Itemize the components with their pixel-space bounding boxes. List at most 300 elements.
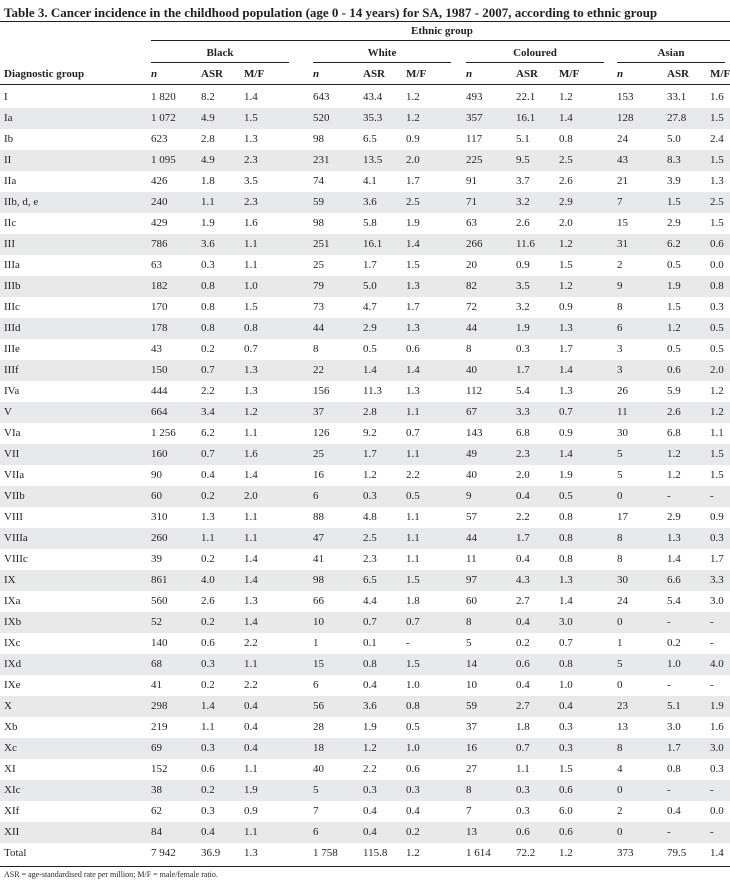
table-cell: 117 bbox=[466, 133, 483, 145]
table-cell: 1.5 bbox=[406, 658, 420, 670]
table-cell: 1.1 bbox=[244, 511, 258, 523]
table-cell: 1.7 bbox=[516, 532, 530, 544]
table-cell: 310 bbox=[151, 511, 168, 523]
table-cell: 1.1 bbox=[244, 763, 258, 775]
table-cell: 1.6 bbox=[244, 217, 258, 229]
table-cell: 0.6 bbox=[559, 826, 573, 838]
table-cell: 8.2 bbox=[201, 91, 215, 103]
table-cell: 1.4 bbox=[244, 616, 258, 628]
column-header: ASR bbox=[363, 68, 386, 80]
table-cell: 1.4 bbox=[559, 448, 573, 460]
table-cell: 1.5 bbox=[710, 469, 724, 481]
table-cell: 0.9 bbox=[244, 805, 258, 817]
table-cell: - bbox=[710, 616, 714, 628]
table-cell: 5.9 bbox=[667, 385, 681, 397]
table-cell: 79 bbox=[313, 280, 324, 292]
table-cell: 1.4 bbox=[559, 112, 573, 124]
table-cell: 3.5 bbox=[244, 175, 258, 187]
table-cell: 1.0 bbox=[406, 679, 420, 691]
table-cell: 1.2 bbox=[559, 280, 573, 292]
table-cell: 1.2 bbox=[363, 469, 377, 481]
table-cell: 1.1 bbox=[406, 406, 420, 418]
table-cell: 84 bbox=[151, 826, 162, 838]
table-cell: 0.6 bbox=[516, 658, 530, 670]
table-cell: 0.4 bbox=[201, 826, 215, 838]
table-cell: 0.7 bbox=[406, 427, 420, 439]
table-cell: 43.4 bbox=[363, 91, 383, 103]
table-cell: 0.6 bbox=[667, 364, 681, 376]
table-cell: 0.6 bbox=[559, 784, 573, 796]
table-cell: 41 bbox=[151, 679, 162, 691]
table-cell: 1.2 bbox=[406, 112, 420, 124]
table-cell: 4.8 bbox=[363, 511, 377, 523]
table-cell: 90 bbox=[151, 469, 162, 481]
table-cell: 11.3 bbox=[363, 385, 382, 397]
table-cell: 0.8 bbox=[201, 301, 215, 313]
table-cell: 3.6 bbox=[363, 700, 377, 712]
table-cell: 3.4 bbox=[201, 406, 215, 418]
table-cell: 3.0 bbox=[710, 595, 724, 607]
table-cell: 0.7 bbox=[406, 616, 420, 628]
table-cell: 1.5 bbox=[667, 196, 681, 208]
table-cell: 0.9 bbox=[559, 301, 573, 313]
table-cell: 0.7 bbox=[201, 448, 215, 460]
table-cell: 0.8 bbox=[201, 280, 215, 292]
table-cell: 160 bbox=[151, 448, 168, 460]
table-cell: 3.6 bbox=[363, 196, 377, 208]
table-cell: 0.8 bbox=[710, 280, 724, 292]
table-cell: 15 bbox=[617, 217, 628, 229]
table-cell: 3.7 bbox=[516, 175, 530, 187]
diagnostic-group-label: IIIf bbox=[4, 364, 19, 376]
table-title: Table 3. Cancer incidence in the childhood population (age 0 - 14 years) for SA, 1987 - 2007, according to ethnic group bbox=[4, 5, 658, 20]
table-cell: 0.4 bbox=[516, 490, 530, 502]
table-cell: 24 bbox=[617, 133, 628, 145]
table-cell: 13.5 bbox=[363, 154, 383, 166]
table-cell: 0.5 bbox=[406, 490, 420, 502]
diagnostic-group-label: VIIIc bbox=[4, 553, 28, 565]
group-rule bbox=[466, 62, 604, 63]
table-cell: - bbox=[667, 490, 671, 502]
table-cell: 1.6 bbox=[244, 448, 258, 460]
diagnostic-group-label: IIb, d, e bbox=[4, 196, 39, 208]
table-cell: 0.2 bbox=[201, 679, 215, 691]
column-header: n bbox=[617, 68, 624, 80]
table-cell: 1 bbox=[617, 637, 623, 649]
table-cell: 98 bbox=[313, 217, 324, 229]
table-cell: 225 bbox=[466, 154, 483, 166]
diagnostic-group-label: X bbox=[4, 700, 12, 712]
table-cell: 40 bbox=[466, 364, 477, 376]
table-cell: 0.5 bbox=[363, 343, 377, 355]
table-cell: 0 bbox=[617, 784, 623, 796]
table-cell: 1.4 bbox=[244, 469, 258, 481]
table-cell: 3.2 bbox=[516, 196, 530, 208]
table-cell: 3 bbox=[617, 364, 623, 376]
table-cell: 3.0 bbox=[559, 616, 573, 628]
table-cell: 0.9 bbox=[406, 133, 420, 145]
table-cell: 98 bbox=[313, 574, 324, 586]
diagnostic-group-label: Xc bbox=[4, 742, 17, 754]
table-cell: 5.4 bbox=[667, 595, 681, 607]
table-cell: - bbox=[710, 637, 714, 649]
table-cell: 1.1 bbox=[406, 448, 420, 460]
table-cell: 36.9 bbox=[201, 847, 221, 859]
table-cell: 1.4 bbox=[244, 574, 258, 586]
table-cell: 2.0 bbox=[516, 469, 530, 481]
table-cell: 1.0 bbox=[559, 679, 573, 691]
table-cell: 1.2 bbox=[667, 322, 681, 334]
table-cell: 5.4 bbox=[516, 385, 530, 397]
table-cell: 2.2 bbox=[201, 385, 215, 397]
table-cell: 2.5 bbox=[406, 196, 420, 208]
table-cell: 1.7 bbox=[363, 259, 377, 271]
table-cell: 3.6 bbox=[201, 238, 215, 250]
table-cell: 0.2 bbox=[667, 637, 681, 649]
table-cell: 1.0 bbox=[406, 742, 420, 754]
table-cell: 643 bbox=[313, 91, 330, 103]
table-cell: 156 bbox=[313, 385, 330, 397]
table-cell: 6.6 bbox=[667, 574, 681, 586]
table-cell: 2.0 bbox=[710, 364, 724, 376]
table-cell: 15 bbox=[313, 658, 324, 670]
table-cell: 44 bbox=[466, 322, 477, 334]
table-cell: - bbox=[667, 679, 671, 691]
table-cell: 1 095 bbox=[151, 154, 176, 166]
table-cell: 298 bbox=[151, 700, 168, 712]
diagnostic-group-label: IIIb bbox=[4, 280, 21, 292]
diagnostic-group-label: IX bbox=[4, 574, 16, 586]
table-cell: 0.7 bbox=[244, 343, 258, 355]
table-cell: 11 bbox=[617, 406, 628, 418]
diagnostic-group-label: VIII bbox=[4, 511, 23, 523]
table-cell: 126 bbox=[313, 427, 330, 439]
diagnostic-group-label: IXa bbox=[4, 595, 21, 607]
diagnostic-group-label: IIIa bbox=[4, 259, 20, 271]
table-cell: 2.5 bbox=[710, 196, 724, 208]
table-cell: 1.4 bbox=[710, 847, 724, 859]
diagnostic-group-label: III bbox=[4, 238, 15, 250]
table-cell: 0.8 bbox=[667, 763, 681, 775]
diagnostic-group-label: VIa bbox=[4, 427, 21, 439]
table-cell: 2.7 bbox=[516, 595, 530, 607]
table-cell: 140 bbox=[151, 637, 168, 649]
table-cell: 8 bbox=[466, 343, 472, 355]
table-cell: 44 bbox=[313, 322, 324, 334]
table-cell: 1.4 bbox=[363, 364, 377, 376]
table-cell: 1.2 bbox=[710, 385, 724, 397]
table-cell: 2.6 bbox=[516, 217, 530, 229]
table-cell: 88 bbox=[313, 511, 324, 523]
table-cell: 1.8 bbox=[201, 175, 215, 187]
table-cell: 623 bbox=[151, 133, 168, 145]
table-cell: 0.3 bbox=[406, 784, 420, 796]
table-cell: 1 256 bbox=[151, 427, 176, 439]
table-cell: 1.7 bbox=[406, 301, 420, 313]
table-cell: 16 bbox=[466, 742, 477, 754]
table-cell: 25 bbox=[313, 259, 324, 271]
table-cell: 0 bbox=[617, 679, 623, 691]
table-cell: 0.2 bbox=[201, 343, 215, 355]
table-cell: - bbox=[710, 679, 714, 691]
table-cell: 3.3 bbox=[516, 406, 530, 418]
table-cell: 150 bbox=[151, 364, 168, 376]
diagnostic-group-label: IIIc bbox=[4, 301, 20, 313]
diagnostic-group-label: IXe bbox=[4, 679, 21, 691]
top-rule bbox=[0, 21, 730, 22]
table-cell: 5 bbox=[617, 448, 623, 460]
table-cell: 1.2 bbox=[559, 91, 573, 103]
table-cell: 1.0 bbox=[244, 280, 258, 292]
table-cell: 0.3 bbox=[201, 658, 215, 670]
table-cell: 5.0 bbox=[363, 280, 377, 292]
table-cell: 1.7 bbox=[363, 448, 377, 460]
table-cell: 35.3 bbox=[363, 112, 383, 124]
table-cell: 1.1 bbox=[244, 658, 258, 670]
table-cell: 1.5 bbox=[710, 448, 724, 460]
table-cell: 1.9 bbox=[201, 217, 215, 229]
group-rule bbox=[313, 62, 451, 63]
table-cell: 0.4 bbox=[667, 805, 681, 817]
table-cell: 0.3 bbox=[559, 742, 573, 754]
table-cell: 5 bbox=[617, 469, 623, 481]
diagnostic-group-label: IVa bbox=[4, 385, 20, 397]
table-cell: 0.3 bbox=[559, 721, 573, 733]
table-cell: 63 bbox=[151, 259, 162, 271]
table-cell: 0.4 bbox=[363, 679, 377, 691]
table-cell: 6.0 bbox=[559, 805, 573, 817]
table-cell: 0.5 bbox=[710, 343, 724, 355]
table-cell: 0.3 bbox=[363, 784, 377, 796]
table-cell: 40 bbox=[466, 469, 477, 481]
table-cell: 1.4 bbox=[559, 595, 573, 607]
ethnic-group-header: Ethnic group bbox=[411, 25, 473, 37]
table-cell: 6 bbox=[313, 490, 319, 502]
table-cell: 52 bbox=[151, 616, 162, 628]
table-cell: 60 bbox=[151, 490, 162, 502]
table-cell: 8 bbox=[313, 343, 319, 355]
table-cell: 3.0 bbox=[667, 721, 681, 733]
table-cell: 112 bbox=[466, 385, 483, 397]
diagnostic-group-label: XIf bbox=[4, 805, 20, 817]
table-cell: 1 758 bbox=[313, 847, 338, 859]
table-cell: - bbox=[667, 826, 671, 838]
table-cell: 57 bbox=[466, 511, 477, 523]
table-cell: 0.8 bbox=[244, 322, 258, 334]
table-cell: 79.5 bbox=[667, 847, 687, 859]
table-cell: 0.3 bbox=[710, 301, 724, 313]
table-cell: 1.3 bbox=[201, 511, 215, 523]
table-cell: 251 bbox=[313, 238, 330, 250]
table-cell: 0.4 bbox=[201, 469, 215, 481]
table-cell: 2.3 bbox=[244, 154, 258, 166]
table-cell: 0.3 bbox=[710, 532, 724, 544]
table-cell: 18 bbox=[313, 742, 324, 754]
table-cell: 0.5 bbox=[559, 490, 573, 502]
table-cell: 9 bbox=[617, 280, 623, 292]
table-cell: 1.7 bbox=[559, 343, 573, 355]
table-cell: 5.8 bbox=[363, 217, 377, 229]
table-cell: 0.4 bbox=[516, 553, 530, 565]
table-cell: 9.2 bbox=[363, 427, 377, 439]
table-cell: 1.7 bbox=[406, 175, 420, 187]
table-cell: 6.8 bbox=[667, 427, 681, 439]
table-cell: 1.2 bbox=[667, 448, 681, 460]
table-cell: 8 bbox=[466, 784, 472, 796]
table-cell: 0.5 bbox=[406, 721, 420, 733]
table-cell: 2.2 bbox=[244, 679, 258, 691]
table-cell: 5 bbox=[466, 637, 472, 649]
table-cell: 10 bbox=[313, 616, 324, 628]
diagnostic-group-label: IIa bbox=[4, 175, 17, 187]
table-cell: 0.4 bbox=[363, 826, 377, 838]
table-cell: 0.6 bbox=[516, 826, 530, 838]
table-cell: 1.1 bbox=[244, 532, 258, 544]
table-cell: 1.5 bbox=[406, 259, 420, 271]
table-cell: 2.3 bbox=[363, 553, 377, 565]
table-cell: 8 bbox=[617, 553, 623, 565]
table-cell: 0 bbox=[617, 826, 623, 838]
table-cell: 786 bbox=[151, 238, 168, 250]
table-cell: 0.3 bbox=[201, 805, 215, 817]
table-cell: 1.2 bbox=[406, 91, 420, 103]
table-cell: 4.9 bbox=[201, 154, 215, 166]
diagnostic-group-label: IXb bbox=[4, 616, 22, 628]
table-cell: 2.4 bbox=[710, 133, 724, 145]
table-cell: 0.7 bbox=[516, 742, 530, 754]
table-cell: 10 bbox=[466, 679, 477, 691]
table-cell: 1.9 bbox=[559, 469, 573, 481]
table-cell: 1.3 bbox=[244, 595, 258, 607]
table-cell: 2 bbox=[617, 805, 623, 817]
table-cell: 1.4 bbox=[201, 700, 215, 712]
table-cell: 72.2 bbox=[516, 847, 536, 859]
table-cell: 1.3 bbox=[244, 847, 258, 859]
table-cell: 1.3 bbox=[559, 574, 573, 586]
table-cell: 1.3 bbox=[559, 385, 573, 397]
table-cell: 0.8 bbox=[201, 322, 215, 334]
column-header: n bbox=[151, 68, 158, 80]
diagnostic-group-label: II bbox=[4, 154, 12, 166]
table-cell: 1.2 bbox=[667, 469, 681, 481]
table-cell: 115.8 bbox=[363, 847, 388, 859]
table-cell: 0.8 bbox=[406, 700, 420, 712]
ethnic-group-rule bbox=[151, 40, 730, 41]
table-cell: 40 bbox=[313, 763, 324, 775]
column-header: n bbox=[313, 68, 320, 80]
table-cell: 0.8 bbox=[363, 658, 377, 670]
table-cell: 8 bbox=[466, 616, 472, 628]
table-cell: 0 bbox=[617, 490, 623, 502]
table-cell: 170 bbox=[151, 301, 168, 313]
table-cell: 143 bbox=[466, 427, 483, 439]
diagnostic-group-label: IXd bbox=[4, 658, 22, 670]
table-cell: 7 bbox=[313, 805, 319, 817]
table-cell: 664 bbox=[151, 406, 168, 418]
table-cell: 0.4 bbox=[244, 700, 258, 712]
table-cell: 0.4 bbox=[244, 721, 258, 733]
table-cell: 28 bbox=[313, 721, 324, 733]
table-cell: 0.7 bbox=[559, 406, 573, 418]
table-cell: 1.1 bbox=[516, 763, 530, 775]
bottom-rule bbox=[0, 866, 730, 867]
table-cell: 0.4 bbox=[516, 679, 530, 691]
column-header: M/F bbox=[710, 68, 730, 80]
table-cell: 1.2 bbox=[363, 742, 377, 754]
table-cell: 0.4 bbox=[363, 805, 377, 817]
table-cell: 0.2 bbox=[201, 616, 215, 628]
table-cell: 74 bbox=[313, 175, 324, 187]
table-cell: 39 bbox=[151, 553, 162, 565]
column-header: ASR bbox=[516, 68, 539, 80]
table-cell: 1.1 bbox=[244, 259, 258, 271]
table-cell: 20 bbox=[466, 259, 477, 271]
table-cell: 43 bbox=[617, 154, 628, 166]
table-cell: 3.3 bbox=[710, 574, 724, 586]
table-cell: 1.7 bbox=[667, 742, 681, 754]
table-cell: 1.1 bbox=[244, 427, 258, 439]
table-cell: 373 bbox=[617, 847, 634, 859]
table-cell: 8 bbox=[617, 301, 623, 313]
group-header: Asian bbox=[657, 47, 685, 59]
table-cell: 1.5 bbox=[710, 154, 724, 166]
diagnostic-group-label: XIc bbox=[4, 784, 21, 796]
table-cell: 37 bbox=[466, 721, 477, 733]
table-cell: 493 bbox=[466, 91, 483, 103]
column-header: M/F bbox=[406, 68, 427, 80]
table-cell: 128 bbox=[617, 112, 634, 124]
table-cell: 63 bbox=[466, 217, 477, 229]
table-cell: 27 bbox=[466, 763, 477, 775]
table-cell: 68 bbox=[151, 658, 162, 670]
table-cell: 82 bbox=[466, 280, 477, 292]
diagnostic-group-label: IIc bbox=[4, 217, 17, 229]
table-cell: 7 bbox=[617, 196, 623, 208]
table-cell: 59 bbox=[466, 700, 477, 712]
table-cell: 1.5 bbox=[244, 112, 258, 124]
table-cell: 1.4 bbox=[244, 91, 258, 103]
table-cell: 0.8 bbox=[559, 532, 573, 544]
table-cell: 11 bbox=[466, 553, 477, 565]
table-cell: 98 bbox=[313, 133, 324, 145]
table-cell: 2.9 bbox=[559, 196, 573, 208]
table-cell: 1.3 bbox=[244, 364, 258, 376]
column-header: ASR bbox=[201, 68, 224, 80]
table-cell: 16.1 bbox=[363, 238, 383, 250]
table-cell: 9.5 bbox=[516, 154, 530, 166]
table-cell: 43 bbox=[151, 343, 162, 355]
table-cell: 2.0 bbox=[406, 154, 420, 166]
table-cell: 6 bbox=[617, 322, 623, 334]
table-cell: 71 bbox=[466, 196, 477, 208]
table-cell: 0.5 bbox=[667, 259, 681, 271]
table-cell: 6.2 bbox=[201, 427, 215, 439]
table-cell: 1.1 bbox=[406, 511, 420, 523]
diagnostic-group-label: Ib bbox=[4, 133, 14, 145]
table-cell: 4 bbox=[617, 763, 623, 775]
column-header: M/F bbox=[244, 68, 265, 80]
table-cell: 560 bbox=[151, 595, 168, 607]
table-cell: 0.0 bbox=[710, 805, 724, 817]
diagnostic-group-label: Ia bbox=[4, 112, 13, 124]
table-cell: 11.6 bbox=[516, 238, 535, 250]
table-cell: 97 bbox=[466, 574, 477, 586]
table-cell: 219 bbox=[151, 721, 168, 733]
table-cell: 1.2 bbox=[559, 847, 573, 859]
table-cell: 38 bbox=[151, 784, 162, 796]
table-cell: 17 bbox=[617, 511, 628, 523]
table-cell: 1 bbox=[313, 637, 319, 649]
